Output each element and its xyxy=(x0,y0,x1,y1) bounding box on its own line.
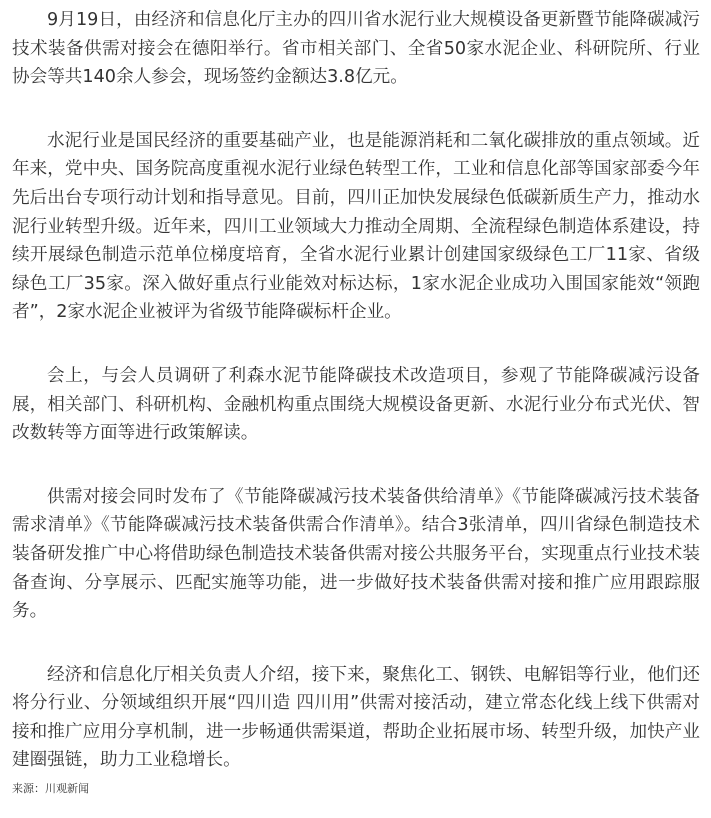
paragraph-4: 供需对接会同时发布了《节能降碳减污技术装备供给清单》《节能降碳减污技术装备需求清单》《节能降碳减污技术装备供需合作清单》。结合3张清单，四川省绿色制造技术装备研发推广中心将借助绿色制造技术装备供需对接公共服务平台，实现重点行业技术装备查询、分享展示、匹配实施等功能，进一步做好技术装备供需对接和推广应用跟踪服务。 xyxy=(12,486,700,622)
paragraph-3: 会上，与会人员调研了利森水泥节能降碳技术改造项目，参观了节能降碳减污设备展，相关部门、科研机构、金融机构重点围绕大规模设备更新、水泥行业分布式光伏、智改数转等方面等进行政策解读。 xyxy=(12,365,700,444)
paragraph-5: 经济和信息化厅相关负责人介绍，接下来，聚焦化工、钢铁、电解铝等行业，他们还将分行业、分领域组织开展“四川造 四川用”供需对接活动，建立常态化线上线下供需对接和推广应用分享机制，进一步畅通供需渠道，帮助企业拓展市场、转型升级，加快产业建圈强链，助力工业稳增长。 xyxy=(12,664,700,771)
article-body xyxy=(12,6,700,810)
source-credit: 来源：川观新闻 xyxy=(12,782,89,795)
paragraph-1: 9月19日，由经济和信息化厅主办的四川省水泥行业大规模设备更新暨节能降碳减污技术装备供需对接会在德阳举行。省市相关部门、全省50家水泥企业、科研院所、行业协会等共140余人参会，现场签约金额达3.8亿元。 xyxy=(12,10,700,88)
paragraph-2: 水泥行业是国民经济的重要基础产业，也是能源消耗和二氧化碳排放的重点领域。近年来，党中央、国务院高度重视水泥行业绿色转型工作，工业和信息化部等国家部委今年先后出台专项行动计划和指导意见。目前，四川正加快发展绿色低碳新质生产力，推动水泥行业转型升级。近年来，四川工业领域大力推动全周期、全流程绿色制造体系建设，持续开展绿色制造示范单位梯度培育，全省水泥行业累计创建国家级绿色工厂11家、省级绿色工厂35家。深入做好重点行业能效对标达标，1家水泥企业成功入围国家能效“领跑者”，2家水泥企业被评为省级节能降碳标杆企业。 xyxy=(12,130,700,323)
